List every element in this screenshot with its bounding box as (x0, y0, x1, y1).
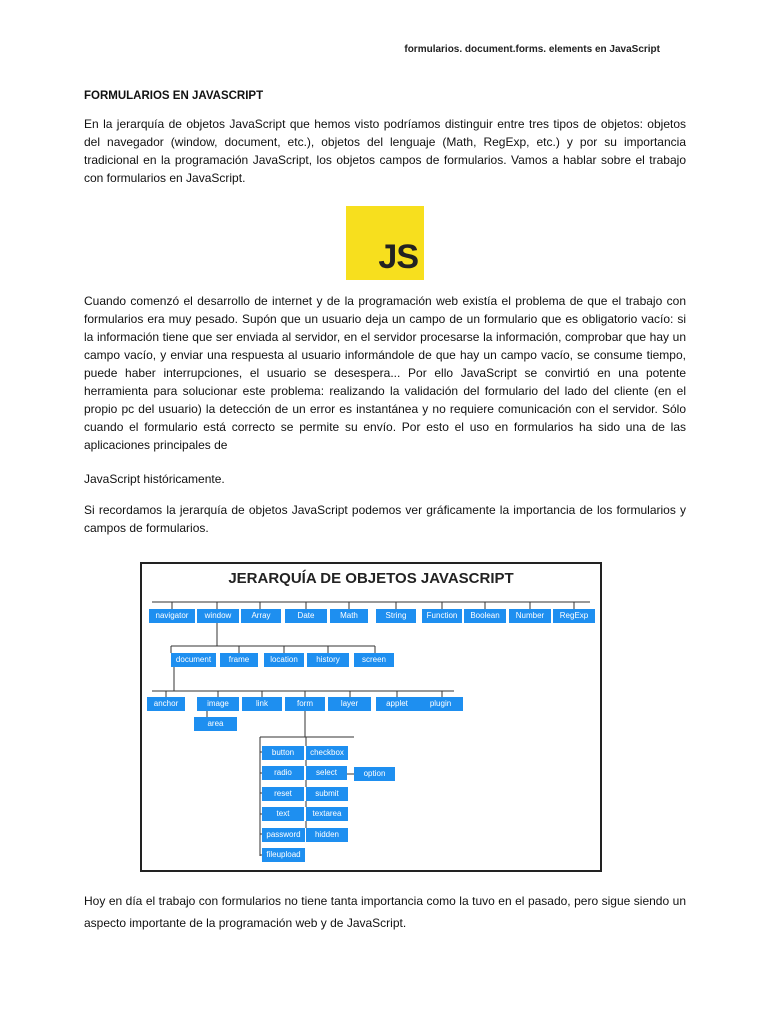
node-location: location (264, 653, 304, 667)
node-navigator: navigator (149, 609, 195, 623)
node-applet: applet (376, 697, 418, 711)
node-submit: submit (306, 787, 348, 801)
node-history: history (307, 653, 349, 667)
node-select: select (306, 766, 347, 780)
hierarchy-paragraph: Si recordamos la jerarquía de objetos JavaScript podemos ver gráficamente la importancia de los formularios y campos de formularios. (84, 503, 686, 535)
node-link: link (242, 697, 282, 711)
page-header: formularios. document.forms. elements en JavaScript (404, 44, 660, 55)
node-window: window (197, 609, 239, 623)
node-array: Array (241, 609, 281, 623)
node-password: password (262, 828, 305, 842)
history-paragraph: Cuando comenzó el desarrollo de internet y de la programación web existía el problema de que el trabajo con formularios era muy pesado. Supón que un usuario deja un campo de un formulario que es obligatorio vacío: si la información tiene que ser enviada al servidor, en el servidor procesarse la información, comprobar que hay un campo vacío, y enviar una respuesta al usuario informándole de que hay un campo vacío, se consume tiempo, puede haber interrupciones, el usuario se desespera... Por ello JavaScript se convirtió en una potente herramienta para solucionar este problema: realizando la validación del formulario del lado del cliente (en el propio pc del usuario) la detección de un error es instantánea y no requiere comunicación con el servidor. Sólo cuando el formulario está correcto se permite su envío. Por esto el uso en formularios ha sido una de las aplicaciones principales de (84, 294, 686, 452)
node-document: document (171, 653, 216, 667)
node-math: Math (330, 609, 368, 623)
section-title: FORMULARIOS EN JAVASCRIPT (84, 90, 264, 102)
diagram-title: JERARQUÍA DE OBJETOS JAVASCRIPT (228, 570, 514, 587)
node-plugin: plugin (418, 697, 463, 711)
node-anchor: anchor (147, 697, 185, 711)
node-image: image (197, 697, 239, 711)
node-reset: reset (262, 787, 304, 801)
node-option: option (354, 767, 395, 781)
node-text: text (262, 807, 304, 821)
node-fileupload: fileupload (262, 848, 305, 862)
node-layer: layer (328, 697, 371, 711)
node-form: form (285, 697, 325, 711)
node-checkbox: checkbox (306, 746, 348, 760)
node-button: button (262, 746, 304, 760)
hierarchy-diagram (140, 562, 602, 872)
node-date: Date (285, 609, 327, 623)
closing-paragraph: Hoy en día el trabajo con formularios no tiene tanta importancia como la tuvo en el pasado, pero sigue siendo un aspecto importante de la programación web y de JavaScript. (84, 894, 686, 930)
node-screen: screen (354, 653, 394, 667)
node-number: Number (509, 609, 551, 623)
history-paragraph-end: JavaScript históricamente. (84, 472, 225, 486)
javascript-logo (346, 206, 424, 280)
node-frame: frame (220, 653, 258, 667)
node-textarea: textarea (306, 807, 348, 821)
node-string: String (376, 609, 416, 623)
node-function: Function (422, 609, 462, 623)
node-radio: radio (262, 766, 304, 780)
node-hidden: hidden (306, 828, 348, 842)
node-regexp: RegExp (553, 609, 595, 623)
intro-paragraph: En la jerarquía de objetos JavaScript que hemos visto podríamos distinguir entre tres tipos de objetos: objetos del navegador (window, document, etc.), objetos del lenguaje (Math, RegExp, etc.) y por su importancia tradicional en la programación JavaScript, los objetos campos de formularios. Vamos a hablar sobre el trabajo con formularios en JavaScript. (84, 117, 686, 185)
node-boolean: Boolean (464, 609, 506, 623)
node-area: area (194, 717, 237, 731)
js-logo-text: JS (378, 238, 418, 276)
